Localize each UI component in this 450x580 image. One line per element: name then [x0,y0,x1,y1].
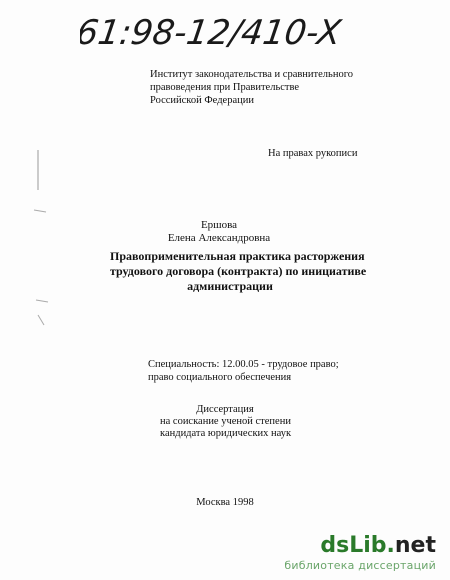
specialty-line: право социального обеспечения [148,372,292,383]
city-year: Москва 1998 [196,497,254,508]
institution-line: Институт законодательства и сравнительного [150,69,353,80]
logo-lib: Lib [349,533,387,558]
title-line: Правоприменительная практика расторжения [110,249,365,263]
specialty-block [148,358,339,384]
institution-block [150,68,353,107]
title-line: трудового договора (контракта) по инициативе [110,264,367,278]
logo-dot: . [386,533,395,558]
handwritten-catalog-number [80,8,380,58]
watermark-subtitle: библиотека диссертаций [284,559,436,572]
manuscript-rights-note: На правах рукописи [268,148,358,159]
handwritten-text: 61:98-12/410-X [80,13,344,53]
author-surname: Ершова [200,219,238,231]
degree-line: Диссертация [196,404,254,415]
author-given-names: Елена Александровна [167,232,271,244]
degree-block [160,404,290,440]
dslib-watermark [284,534,436,572]
specialty-line: Специальность: 12.00.05 - трудовое право; [148,359,339,370]
title-line: администрации [187,279,273,293]
logo-net: net [394,533,436,558]
watermark-logo [284,534,436,558]
degree-line: на соискание ученой степени [160,416,291,427]
logo-ds: ds [320,533,350,558]
handwritten-catalog-number-drawing [80,8,380,58]
institution-line: правоведения при Правительстве [150,82,300,93]
degree-line: кандидата юридических наук [160,428,292,439]
margin-scan-marks [28,150,58,350]
dissertation-title [110,249,367,294]
institution-line: Российской Федерации [150,95,254,106]
